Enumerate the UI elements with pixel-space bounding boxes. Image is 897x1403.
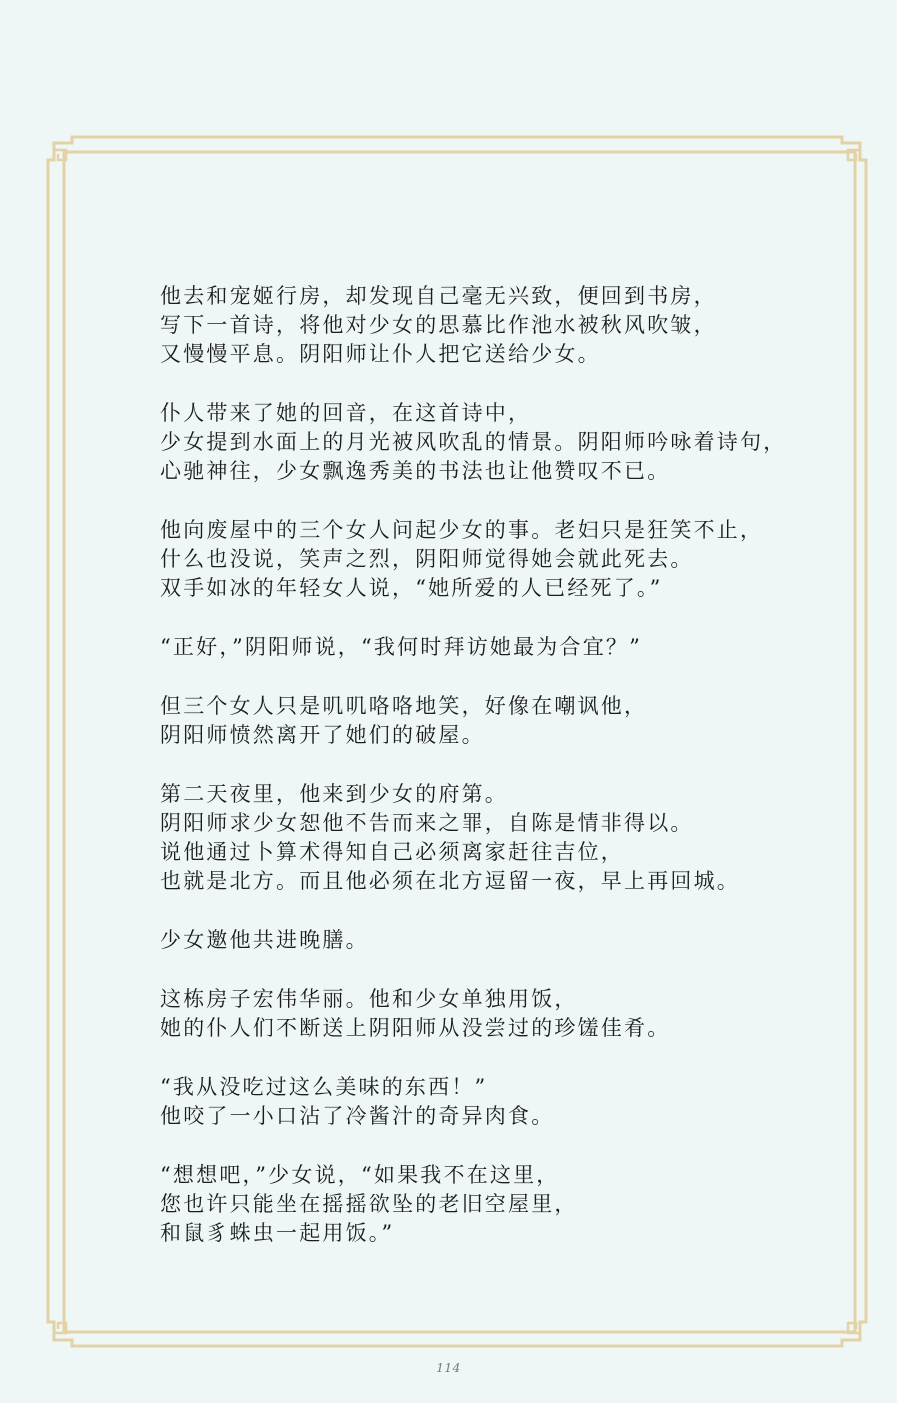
text-line: 又慢慢平息。阴阳师让仆人把它送给少女。: [160, 342, 601, 366]
text-line: 阴阳师愤然离开了她们的破屋。: [160, 723, 485, 747]
body-text: [160, 282, 800, 1278]
text-line: 心驰神往，少女飘逸秀美的书法也让他赞叹不已。: [160, 459, 671, 483]
paragraph: [160, 1161, 800, 1248]
text-line: 这栋房子宏伟华丽。他和少女单独用饭，: [160, 987, 578, 1011]
paragraph: [160, 985, 800, 1043]
text-line: 您也许只能坐在摇摇欲坠的老旧空屋里，: [160, 1192, 578, 1216]
paragraph: [160, 516, 800, 603]
text-line: 说他通过卜算术得知自己必须离家赶往吉位，: [160, 840, 624, 864]
text-line: 写下一首诗，将他对少女的思慕比作池水被秋风吹皱，: [160, 313, 717, 337]
paragraph: [160, 780, 800, 896]
paragraph: [160, 399, 800, 486]
text-line: 他咬了一小口沾了冷酱汁的奇异肉食。: [160, 1104, 555, 1128]
text-line: 但三个女人只是叽叽咯咯地笑，好像在嘲讽他，: [160, 694, 648, 718]
text-line: 少女邀他共进晚膳。: [160, 928, 369, 952]
text-line: 仆人带来了她的回音，在这首诗中，: [160, 401, 532, 425]
paragraph: [160, 282, 800, 369]
text-line: 她的仆人们不断送上阴阳师从没尝过的珍馐佳肴。: [160, 1016, 671, 1040]
text-line: 第二天夜里，他来到少女的府第。: [160, 782, 508, 806]
paragraph: [160, 692, 800, 750]
text-line: “想想吧，”少女说，“如果我不在这里，: [160, 1163, 560, 1187]
text-line: “正好，”阴阳师说，“我何时拜访她最为合宜？”: [160, 635, 643, 659]
text-line: 他向废屋中的三个女人问起少女的事。老妇只是狂笑不止，: [160, 518, 764, 542]
text-line: 他去和宠姬行房，却发现自己毫无兴致，便回到书房，: [160, 284, 717, 308]
text-line: 少女提到水面上的月光被风吹乱的情景。阴阳师吟咏着诗句，: [160, 430, 787, 454]
paragraph: [160, 633, 800, 662]
paragraph: [160, 1073, 800, 1131]
text-line: 和鼠豸蛛虫一起用饭。”: [160, 1221, 395, 1245]
text-line: 什么也没说，笑声之烈，阴阳师觉得她会就此死去。: [160, 547, 694, 571]
paragraph: [160, 926, 800, 955]
text-line: 双手如冰的年轻女人说，“她所爱的人已经死了。”: [160, 576, 663, 600]
text-line: “我从没吃过这么美味的东西！”: [160, 1075, 488, 1099]
page-number: 114: [436, 1361, 461, 1375]
text-line: 也就是北方。而且他必须在北方逗留一夜，早上再回城。: [160, 869, 740, 893]
text-line: 阴阳师求少女恕他不告而来之罪，自陈是情非得以。: [160, 811, 694, 835]
